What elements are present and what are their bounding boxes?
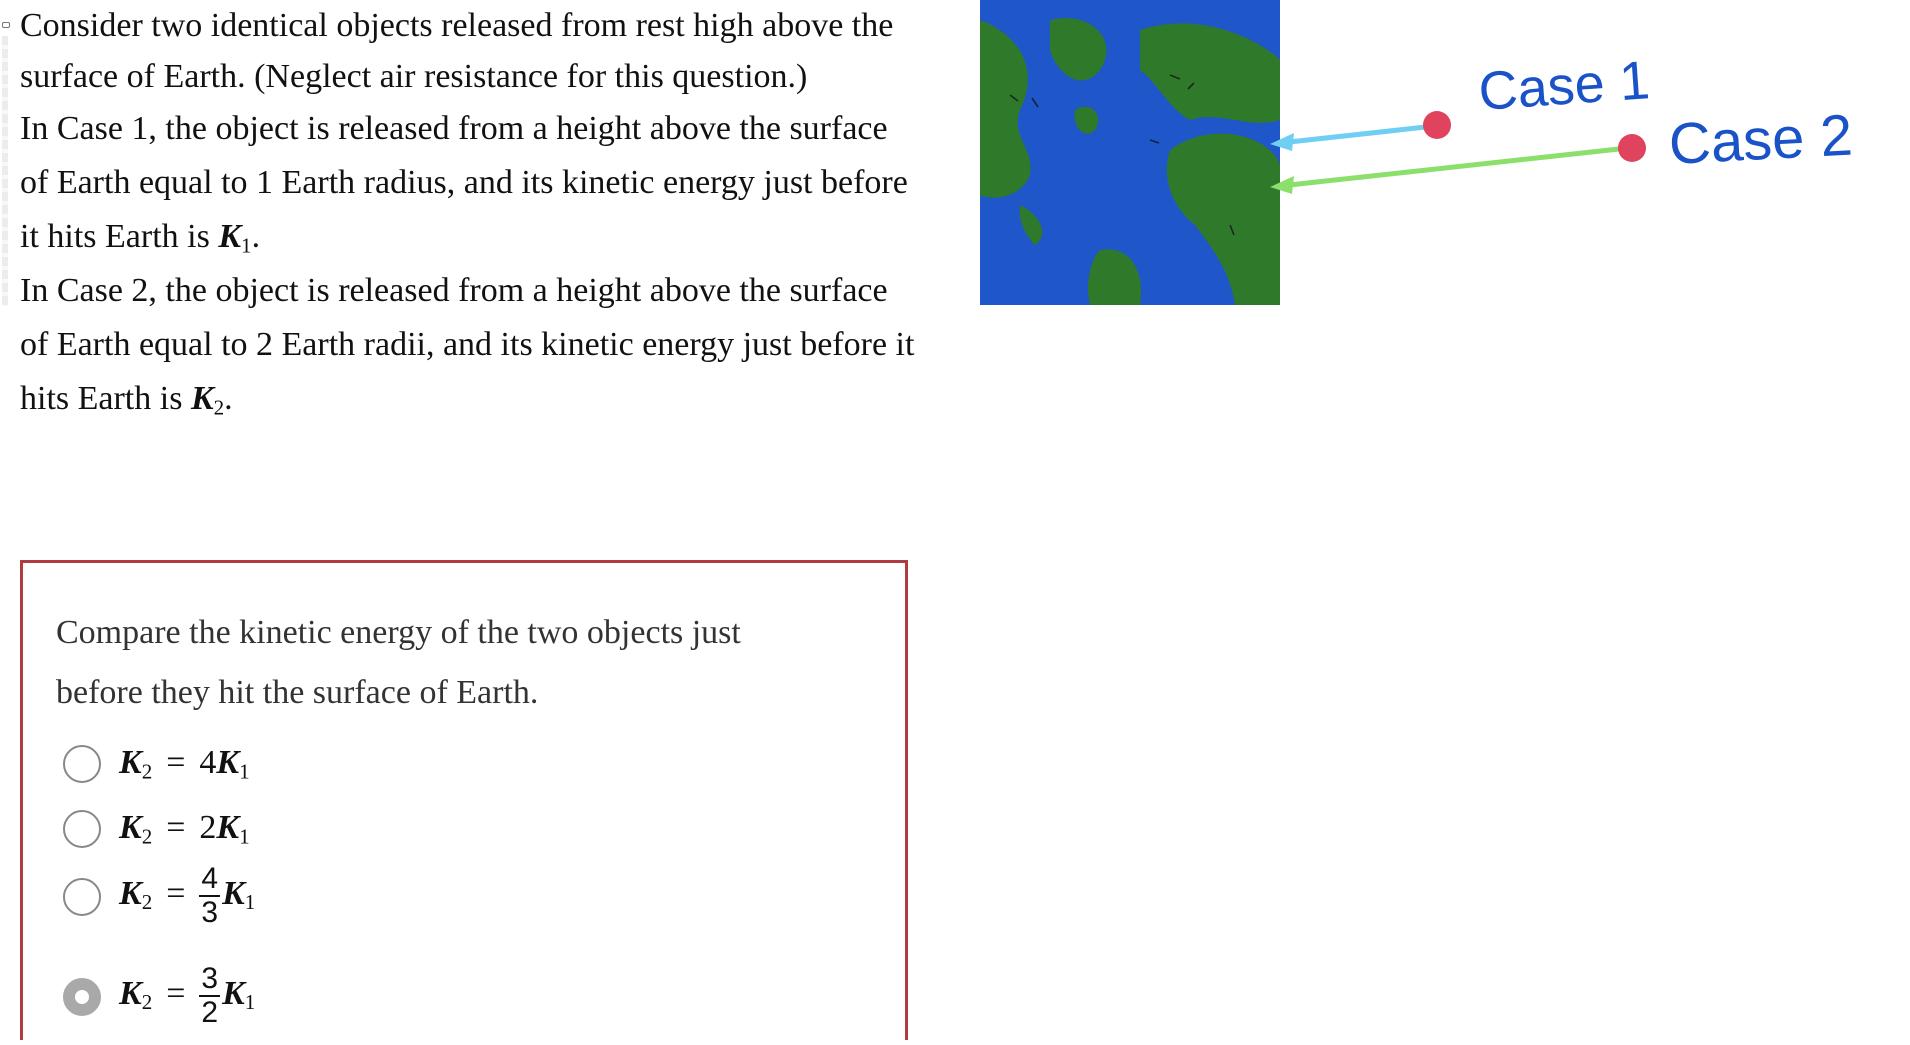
case2-object: [1618, 134, 1646, 162]
option-lhs: K: [119, 974, 142, 1012]
problem-intro: Consider two identical objects released from rest high above the surface of Earth. (Neglect air resistance for this question.): [20, 7, 894, 95]
answer-box: [20, 560, 908, 1040]
edge-vertical-text: [2, 36, 8, 306]
option-equals: =: [166, 974, 186, 1012]
option-equals: =: [166, 874, 186, 912]
option-k2-2k1[interactable]: [63, 796, 563, 866]
option-k2-4-3-k1[interactable]: [63, 861, 563, 945]
fraction-numerator: 4: [201, 862, 219, 895]
option-lhs: K: [119, 744, 142, 781]
option-k2-3-2-k1[interactable]: [63, 961, 563, 1045]
option-equals: =: [166, 744, 186, 781]
earth-diagram: [980, 0, 1860, 305]
option-lhs-sub: 2: [141, 824, 153, 849]
option-rhs: K: [216, 744, 240, 781]
case2-end: .: [224, 380, 233, 417]
option-k2-4k1[interactable]: [63, 731, 563, 801]
case2-description: [20, 264, 920, 426]
option-lhs: K: [119, 809, 142, 846]
option-rhs: K: [216, 809, 240, 846]
earth-globe: [980, 0, 1420, 305]
case2-variable: K: [190, 380, 214, 417]
option-coefficient: 2: [199, 809, 217, 846]
option-rhs-sub: 1: [239, 824, 250, 849]
case1-subscript: 1: [241, 233, 252, 258]
option-rhs-sub: 1: [239, 759, 250, 784]
radio-button-selected[interactable]: [63, 978, 101, 1016]
edge-marker-icon: [2, 22, 10, 28]
case2-arrow: [1280, 148, 1628, 186]
option-lhs-sub: 2: [141, 990, 153, 1015]
case1-description: [20, 102, 920, 264]
option-lhs-sub: 2: [141, 759, 153, 784]
left-edge-strip: [0, 0, 10, 1024]
radio-button[interactable]: [63, 878, 101, 916]
fraction-numerator: 3: [201, 962, 219, 995]
case2-label: Case 2: [1667, 102, 1855, 177]
option-fraction: [199, 963, 220, 1029]
question-prompt: Compare the kinetic energy of the two objects just before they hit the surface of Earth.: [56, 614, 741, 711]
case1-arrow: [1280, 126, 1435, 143]
fraction-denominator: 2: [201, 996, 219, 1029]
option-rhs: K: [222, 974, 245, 1012]
radio-button[interactable]: [63, 810, 101, 848]
radio-button[interactable]: [63, 745, 101, 783]
case2-subscript: 2: [213, 395, 225, 420]
case1-label: Case 1: [1476, 50, 1652, 122]
case1-text: In Case 1, the object is released from a height above the surface of Earth equal to 1 Earth radius, and its kinetic energy just before it hits Earth is: [20, 110, 908, 255]
problem-statement: [20, 0, 920, 426]
case1-variable: K: [218, 218, 242, 255]
option-coefficient: 4: [199, 744, 217, 781]
option-rhs-sub: 1: [244, 990, 256, 1015]
option-lhs-sub: 2: [141, 890, 153, 915]
case2-text: In Case 2, the object is released from a height above the surface of Earth equal to 2 Earth radii, and its kinetic energy just before it hits Earth is: [20, 272, 915, 417]
case1-end: .: [251, 218, 261, 255]
fraction-denominator: 3: [201, 896, 219, 929]
option-expression: [119, 743, 250, 783]
option-equals: =: [166, 809, 186, 846]
option-expression: [119, 963, 255, 1029]
option-fraction: [199, 863, 220, 929]
option-lhs: K: [119, 874, 142, 912]
option-rhs-sub: 1: [244, 890, 256, 915]
option-rhs: K: [222, 874, 245, 912]
option-expression: [119, 808, 250, 848]
option-expression: [119, 863, 255, 929]
case1-object: [1423, 111, 1451, 139]
